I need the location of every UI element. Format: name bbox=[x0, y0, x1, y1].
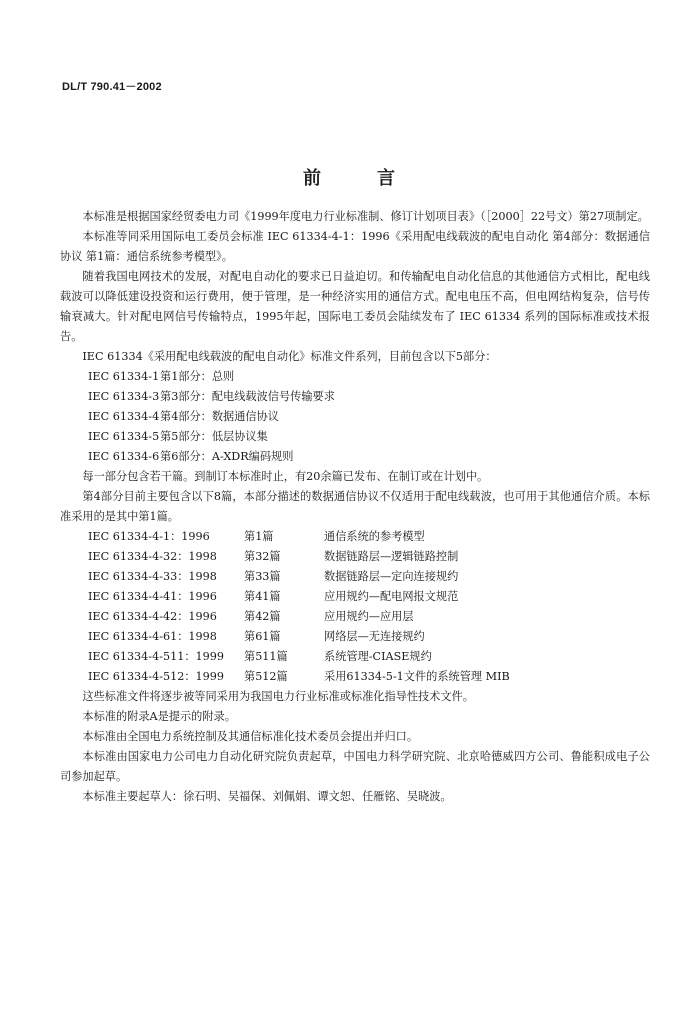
section-code: IEC 61334-4-41：1996 bbox=[88, 590, 217, 603]
section-name: 数据链路层—逻辑链路控制 bbox=[324, 550, 459, 563]
section-code: IEC 61334-4-512：1999 bbox=[88, 670, 224, 683]
table-row bbox=[60, 547, 650, 567]
section-number: 第1篇 bbox=[244, 530, 274, 543]
section-code: IEC 61334-4-33：1998 bbox=[88, 570, 217, 583]
paragraph-origin: 本标准是根据国家经贸委电力司《1999年度电力行业标准制、修订计划项目表》（［2000］22号文）第27项制定。 bbox=[82, 210, 649, 223]
section-name: 应用规约—配电网报文规范 bbox=[324, 590, 459, 603]
paragraph-proposer: 本标准由全国电力系统控制及其通信标准化技术委员会提出并归口。 bbox=[82, 730, 419, 743]
section-number: 第61篇 bbox=[244, 630, 281, 643]
paragraph-parts-status: 每一部分包含若干篇。到制订本标准时止，有20余篇已发布、在制订或在计划中。 bbox=[82, 470, 489, 483]
part-desc: 第1部分：总则 bbox=[160, 370, 235, 383]
table-row bbox=[60, 527, 650, 547]
paragraph-series-intro: IEC 61334《采用配电线载波的配电自动化》标准文件系列，目前包含以下5部分： bbox=[82, 350, 497, 363]
list-item bbox=[60, 447, 650, 467]
section-code: IEC 61334-4-32：1998 bbox=[88, 550, 217, 563]
part-code: IEC 61334-5 bbox=[88, 430, 160, 443]
part-desc: 第6部分：A-XDR编码规则 bbox=[160, 450, 294, 463]
paragraph-appendix: 本标准的附录A是提示的附录。 bbox=[82, 710, 236, 723]
part-desc: 第5部分：低层协议集 bbox=[160, 430, 268, 443]
table-row bbox=[60, 647, 650, 667]
list-item bbox=[60, 367, 650, 387]
paragraph-background: 随着我国电网技术的发展，对配电自动化的要求已日益迫切。和传输配电自动化信息的其他通信方式相比，配电线载波可以降低建设投资和运行费用，便于管理，是一种经济实用的通信方式。配电电压不高，但电网结构复杂，信号传输衰减大。针对配电网信号传输特点，1995年起，国际电工委员会陆续发布了 IEC 61334 系列的国际标准或技术报告。 bbox=[60, 270, 650, 343]
table-row bbox=[60, 667, 650, 687]
section-number: 第33篇 bbox=[244, 570, 281, 583]
section-code: IEC 61334-4-1：1996 bbox=[88, 530, 210, 543]
section-number: 第32篇 bbox=[244, 550, 281, 563]
section-name: 网络层—无连接规约 bbox=[324, 630, 425, 643]
list-item bbox=[60, 407, 650, 427]
paragraph-part4-intro: 第4部分目前主要包含以下8篇，本部分描述的数据通信协议不仅适用于配电线载波，也可用于其他通信介质。本标准采用的是其中第1篇。 bbox=[60, 490, 650, 523]
parts-list bbox=[60, 367, 650, 467]
section-name: 采用61334-5-1文件的系统管理 MIB bbox=[324, 670, 510, 683]
document-id: DL/T 790.41－2002 bbox=[62, 81, 162, 93]
section-number: 第511篇 bbox=[244, 650, 288, 663]
list-item bbox=[60, 427, 650, 447]
table-row bbox=[60, 587, 650, 607]
list-item bbox=[60, 387, 650, 407]
document-body bbox=[60, 207, 650, 807]
paragraph-drafters: 本标准主要起草人：徐石明、吴福保、刘佩娟、谭文恕、任雁铭、吴晓波。 bbox=[82, 790, 452, 803]
title-char-2: 言 bbox=[377, 168, 395, 189]
paragraph-drafting-units: 本标准由国家电力公司电力自动化研究院负责起草，中国电力科学研究院、北京哈德威四方公司、鲁能积成电子公司参加起草。 bbox=[60, 750, 650, 783]
part-desc: 第4部分：数据通信协议 bbox=[160, 410, 279, 423]
paragraph-adoption: 本标准等同采用国际电工委员会标准 IEC 61334-4-1：1996《采用配电线载波的配电自动化 第4部分：数据通信协议 第1篇：通信系统参考模型》。 bbox=[60, 230, 650, 263]
section-code: IEC 61334-4-511：1999 bbox=[88, 650, 224, 663]
paragraph-adoption-plan: 这些标准文件将逐步被等同采用为我国电力行业标准或标准化指导性技术文件。 bbox=[82, 690, 474, 703]
section-number: 第512篇 bbox=[244, 670, 288, 683]
section-name: 应用规约—应用层 bbox=[324, 610, 414, 623]
part-code: IEC 61334-6 bbox=[88, 450, 160, 463]
table-row bbox=[60, 567, 650, 587]
title-char-1: 前 bbox=[303, 168, 321, 189]
section-code: IEC 61334-4-42：1996 bbox=[88, 610, 217, 623]
part-code: IEC 61334-4 bbox=[88, 410, 160, 423]
page-title bbox=[0, 164, 698, 190]
table-row bbox=[60, 607, 650, 627]
section-code: IEC 61334-4-61：1998 bbox=[88, 630, 217, 643]
section-name: 系统管理-CIASE规约 bbox=[324, 650, 432, 663]
section-number: 第41篇 bbox=[244, 590, 281, 603]
sections-table bbox=[60, 527, 650, 687]
part-code: IEC 61334-3 bbox=[88, 390, 160, 403]
section-number: 第42篇 bbox=[244, 610, 281, 623]
part-desc: 第3部分：配电线载波信号传输要求 bbox=[160, 390, 335, 403]
section-name: 数据链路层—定向连接规约 bbox=[324, 570, 459, 583]
part-code: IEC 61334-1 bbox=[88, 370, 160, 383]
table-row bbox=[60, 627, 650, 647]
section-name: 通信系统的参考模型 bbox=[324, 530, 425, 543]
